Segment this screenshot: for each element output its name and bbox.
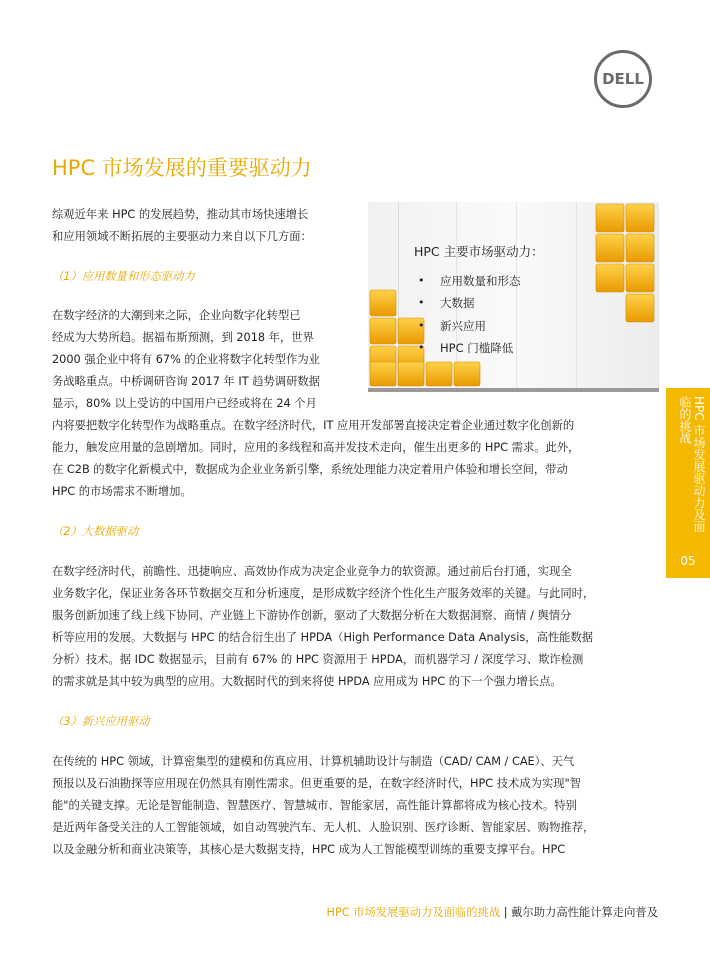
bullet-icon: • — [418, 318, 425, 332]
section-3-line: 在传统的 HPC 领域，计算密集型的建模和仿真应用、计算机辅助设计与制造（CAD/ CAM / CAE）、天气 — [52, 755, 575, 768]
section-1-line: 2000 强企业中将有 67% 的企业将数字化转型作为业 — [52, 353, 320, 366]
side-tab-label: HPC 市场发展驱动力及面临的挑战 — [678, 396, 706, 533]
section-1-line: HPC 的市场需求不断增加。 — [52, 485, 192, 498]
section-2-line: 的需求就是其中较为典型的应用。大数据时代的到来将使 HPDA 应用成为 HPC 的下一个强力增长点。 — [52, 675, 562, 688]
section-1-line: 能力，触发应用量的急剧增加。同时，应用的多线程和高并发技术走向，催生出更多的 HPC 需求。此外， — [52, 441, 580, 454]
section-2-line: 在数字经济时代，前瞻性、迅捷响应、高效协作成为决定企业竞争力的软资源。通过前后台打通，实现全 — [52, 565, 572, 578]
bullet-icon: • — [418, 296, 425, 310]
section-3-line: 是近两年备受关注的人工智能领域，如自动驾驶汽车、无人机、人脸识别、医疗诊断、智能家居、购物推荐， — [52, 821, 595, 834]
figure-list-item: • 新兴应用 — [440, 315, 521, 337]
section-2-line: 分析）技术。据 IDC 数据显示，目前有 67% 的 HPC 资源用于 HPDA，而机器学习 / 深度学习、欺诈检测 — [52, 653, 584, 666]
logo-text: DELL — [602, 70, 644, 88]
section-1-heading: （1）应用数量和形态驱动力 — [52, 270, 195, 283]
bullet-icon: • — [418, 274, 425, 287]
section-3-heading: （3）新兴应用驱动 — [52, 715, 150, 728]
section-3-line: 能"的关键支撑。无论是智能制造、智慧医疗、智慧城市、智能家居，高性能计算都将成为核心技术。特别 — [52, 799, 577, 812]
section-2-line: 析等应用的发展。大数据与 HPC 的结合衍生出了 HPDA（High Performance Data Analysis，高性能数据 — [52, 631, 594, 644]
dell-logo — [594, 50, 652, 108]
section-2-heading: （2）大数据驱动 — [52, 525, 139, 538]
section-1-line: 内将要把数字化转型作为战略重点。在数字经济时代，IT 应用开发部署直接决定着企业通过数字化创新的 — [52, 419, 575, 432]
section-3-line: 预报以及石油勘探等应用现在仍然具有刚性需求。但更重要的是，在数字经济时代，HPC 技术成为实现"智 — [52, 777, 582, 790]
footer-chapter: HPC 市场发展驱动力及面临的挑战 — [326, 906, 501, 919]
footer — [326, 904, 658, 920]
figure-title: HPC 主要市场驱动力： — [414, 244, 544, 259]
figure-list-item: • 大数据 — [440, 292, 521, 314]
figure-list — [418, 270, 521, 359]
footer-separator: | — [500, 906, 512, 919]
drivers-figure — [368, 202, 659, 392]
section-3-line: 以及金融分析和商业决策等，其核心是大数据支持，HPC 成为人工智能模型训练的重要支撑平台。HPC — [52, 843, 566, 856]
figure-list-item: • HPC 门槛降低 — [440, 337, 521, 359]
intro-line-2: 和应用领域不断拓展的主要驱动力来自以下几方面： — [52, 230, 312, 243]
figure-list-item: • 应用数量和形态 — [440, 270, 521, 292]
section-2-line: 业务数字化，保证业务各环节数据交互和分析速度，是形成数字经济个性化生产服务效率的关键。与此同时， — [52, 587, 595, 600]
footer-doc-title: 戴尔助力高性能计算走向普及 — [511, 906, 658, 919]
section-1-line: 显示，80% 以上受访的中国用户已经或将在 24 个月 — [52, 397, 317, 410]
intro-line-1: 综观近年来 HPC 的发展趋势，推动其市场快速增长 — [52, 208, 309, 221]
section-1-line: 务战略重点。中桥调研咨询 2017 年 IT 趋势调研数据 — [52, 375, 320, 388]
page-number: 05 — [680, 554, 696, 568]
bullet-icon: • — [418, 340, 425, 354]
section-1-line: 经成为大势所趋。据福布斯预测，到 2018 年，世界 — [52, 331, 314, 344]
page-title: HPC 市场发展的重要驱动力 — [52, 156, 312, 180]
section-1-line: 在数字经济的大潮到来之际，企业向数字化转型已 — [52, 309, 301, 322]
section-1-line: 在 C2B 的数字化新模式中，数据成为企业业务新引擎，系统处理能力决定着用户体验和增长空间，带动 — [52, 463, 568, 476]
chapter-side-tab — [666, 388, 710, 578]
section-2-line: 服务创新加速了线上线下协同、产业链上下游协作创新，驱动了大数据分析在大数据洞察、商情 / 舆情分 — [52, 609, 572, 622]
